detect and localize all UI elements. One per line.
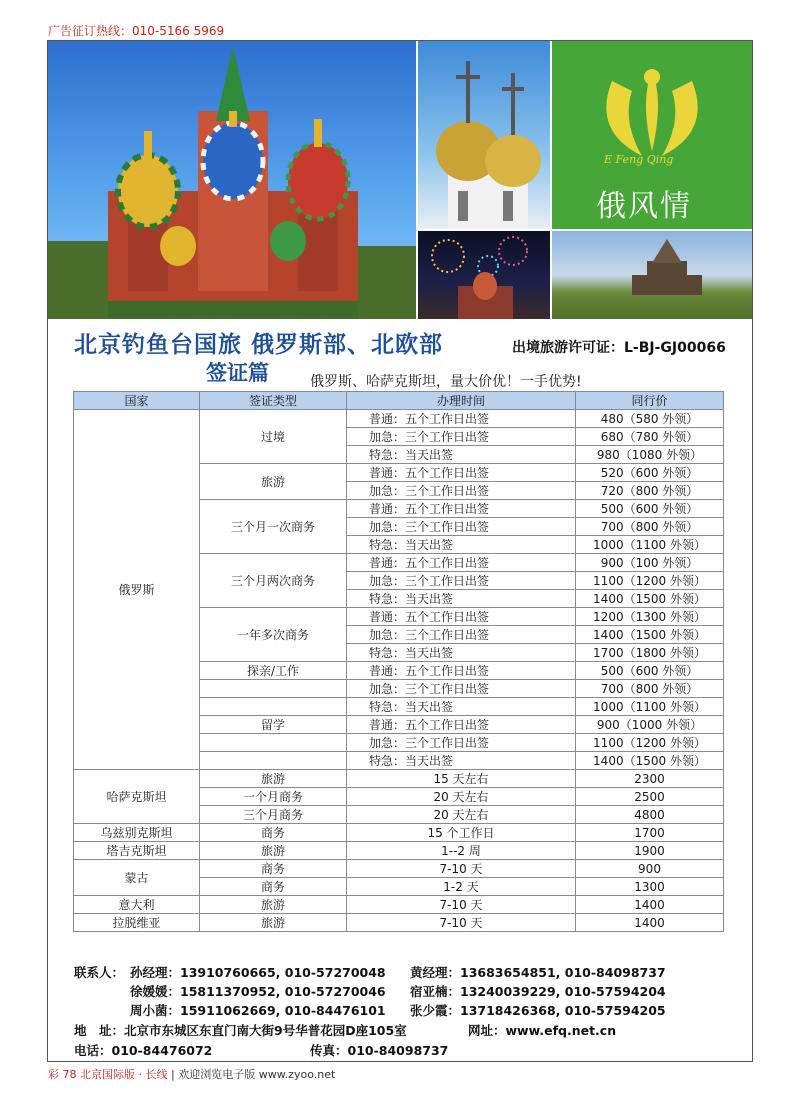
price-cell: 900（1000 外领） [576,716,724,734]
time-cell: 加急：三个工作日出签 [347,734,576,752]
time-cell: 普通：五个工作日出签 [347,662,576,680]
time-cell: 普通：五个工作日出签 [347,464,576,482]
contact-person: 徐媛媛：15811370952, 010-57270046 [130,984,386,999]
price-cell: 520（600 外领） [576,464,724,482]
table-row [74,824,724,842]
footer-text: | 欢迎浏览电子版 www.zyoo.net [171,1068,336,1081]
visa-type-cell-empty [200,698,347,716]
price-cell: 980（1080 外领） [576,446,724,464]
table-row [74,410,724,428]
time-cell: 特急：当天出签 [347,446,576,464]
contact-person: 周小菌：15911062669, 010-84476101 [130,1003,386,1018]
price-cell: 1300 [576,878,724,896]
phone-number: 电话：010-84476072 [74,1043,213,1058]
visa-type-cell: 商务 [200,878,347,896]
time-cell: 7-10 天 [347,896,576,914]
page-frame [47,40,753,1062]
visa-type-cell: 一年多次商务 [200,608,347,662]
country-cell: 拉脱维亚 [74,914,200,932]
contact-person: 张少霞：13718426368, 010-57594205 [410,1003,666,1018]
country-cell: 乌兹别克斯坦 [74,824,200,842]
visa-type-cell: 旅游 [200,464,347,500]
edition-name: 北京国际版 · 长线 [80,1068,168,1081]
price-cell: 1400 [576,914,724,932]
logo-chinese: 俄风情 [596,189,692,224]
time-cell: 普通：五个工作日出签 [347,716,576,734]
time-cell: 特急：当天出签 [347,590,576,608]
page-number: 彩 78 [48,1068,77,1081]
price-cell: 900（100 外领） [576,554,724,572]
country-cell: 哈萨克斯坦 [74,770,200,824]
website-link[interactable]: 网址：www.efq.net.cn [468,1023,617,1038]
time-cell: 1--2 周 [347,842,576,860]
time-cell: 加急：三个工作日出签 [347,518,576,536]
table-row [74,896,724,914]
slogan: 俄罗斯、哈萨克斯坦，量大价优！一手优势! [310,374,582,390]
table-row [74,914,724,932]
time-cell: 1-2 天 [347,878,576,896]
visa-price-table [73,391,724,932]
visa-type-cell: 探亲/工作 [200,662,347,680]
country-cell: 塔吉克斯坦 [74,842,200,860]
contact-person: 黄经理：13683654851, 010-84098737 [410,965,666,980]
header-price: 同行价 [576,392,724,410]
fireworks-photo [418,231,550,319]
table-row [74,860,724,878]
logo-english: E Feng Qing [604,153,674,166]
time-cell: 15 天左右 [347,770,576,788]
country-cell: 俄罗斯 [74,410,200,770]
visa-type-cell: 旅游 [200,842,347,860]
visa-type-cell: 商务 [200,860,347,878]
time-cell: 15 个工作日 [347,824,576,842]
price-cell: 680（780 外领） [576,428,724,446]
visa-type-cell: 旅游 [200,896,347,914]
price-cell: 1400（1500 外领） [576,752,724,770]
price-cell: 1900 [576,842,724,860]
country-cell: 蒙古 [74,860,200,896]
header-visa-type: 签证类型 [200,392,347,410]
time-cell: 加急：三个工作日出签 [347,626,576,644]
time-cell: 普通：五个工作日出签 [347,500,576,518]
time-cell: 普通：五个工作日出签 [347,608,576,626]
time-cell: 普通：五个工作日出签 [347,410,576,428]
price-cell: 700（800 外领） [576,518,724,536]
wooden-church-photo [552,231,752,319]
visa-type-cell: 留学 [200,716,347,734]
price-cell: 1700 [576,824,724,842]
visa-type-cell: 三个月两次商务 [200,554,347,608]
time-cell: 加急：三个工作日出签 [347,428,576,446]
time-cell: 加急：三个工作日出签 [347,572,576,590]
price-cell: 1100（1200 外领） [576,572,724,590]
visa-type-cell-empty [200,680,347,698]
time-cell: 20 天左右 [347,806,576,824]
visa-type-cell: 旅游 [200,770,347,788]
time-cell: 7-10 天 [347,914,576,932]
visa-type-cell: 一个月商务 [200,788,347,806]
golden-domes-photo [418,41,550,229]
time-cell: 特急：当天出签 [347,698,576,716]
price-cell: 900 [576,860,724,878]
cathedral-photo [48,41,416,319]
page-footer [48,1066,335,1082]
price-cell: 1200（1300 外领） [576,608,724,626]
ad-hotline: 广告征订热线：010-5166 5969 [48,24,225,38]
visa-type-cell-empty [200,752,347,770]
price-cell: 1000（1100 外领） [576,536,724,554]
visa-type-cell-empty [200,734,347,752]
price-cell: 720（800 外领） [576,482,724,500]
brand-logo-panel [552,41,752,229]
price-cell: 1700（1800 外领） [576,644,724,662]
price-cell: 480（580 外领） [576,410,724,428]
time-cell: 加急：三个工作日出签 [347,680,576,698]
time-cell: 特急：当天出签 [347,644,576,662]
price-cell: 2300 [576,770,724,788]
header-processing-time: 办理时间 [347,392,576,410]
time-cell: 特急：当天出签 [347,752,576,770]
country-cell: 意大利 [74,896,200,914]
license-number: 出境旅游许可证：L-BJ-GJ00066 [512,340,726,356]
table-row [74,842,724,860]
price-cell: 4800 [576,806,724,824]
contact-person: 宿亚楠：13240039229, 010-57594204 [410,984,666,999]
visa-type-cell: 过境 [200,410,347,464]
visa-type-cell: 三个月商务 [200,806,347,824]
price-cell: 1000（1100 外领） [576,698,724,716]
price-cell: 1100（1200 外领） [576,734,724,752]
section-title: 签证篇 [206,361,269,385]
table-header-row [74,392,724,410]
time-cell: 普通：五个工作日出签 [347,554,576,572]
price-cell: 500（600 外领） [576,662,724,680]
address: 地 址：北京市东城区东直门南大街9号华普花园D座105室 [74,1023,407,1038]
time-cell: 特急：当天出签 [347,536,576,554]
price-cell: 700（800 外领） [576,680,724,698]
header-country: 国家 [74,392,200,410]
contact-label: 联系人： [74,965,125,980]
photo-banner [48,41,752,319]
table-row [74,770,724,788]
visa-type-cell: 三个月一次商务 [200,500,347,554]
price-cell: 1400（1500 外领） [576,590,724,608]
fax-number: 传真：010-84098737 [310,1043,449,1058]
contact-person: 孙经理：13910760665, 010-57270048 [130,965,386,980]
time-cell: 加急：三个工作日出签 [347,482,576,500]
page-title: 北京钓鱼台国旅 俄罗斯部、北欧部 [74,332,444,358]
visa-type-cell: 商务 [200,824,347,842]
time-cell: 20 天左右 [347,788,576,806]
price-cell: 1400 [576,896,724,914]
visa-type-cell: 旅游 [200,914,347,932]
price-cell: 1400（1500 外领） [576,626,724,644]
time-cell: 7-10 天 [347,860,576,878]
price-cell: 2500 [576,788,724,806]
price-cell: 500（600 外领） [576,500,724,518]
